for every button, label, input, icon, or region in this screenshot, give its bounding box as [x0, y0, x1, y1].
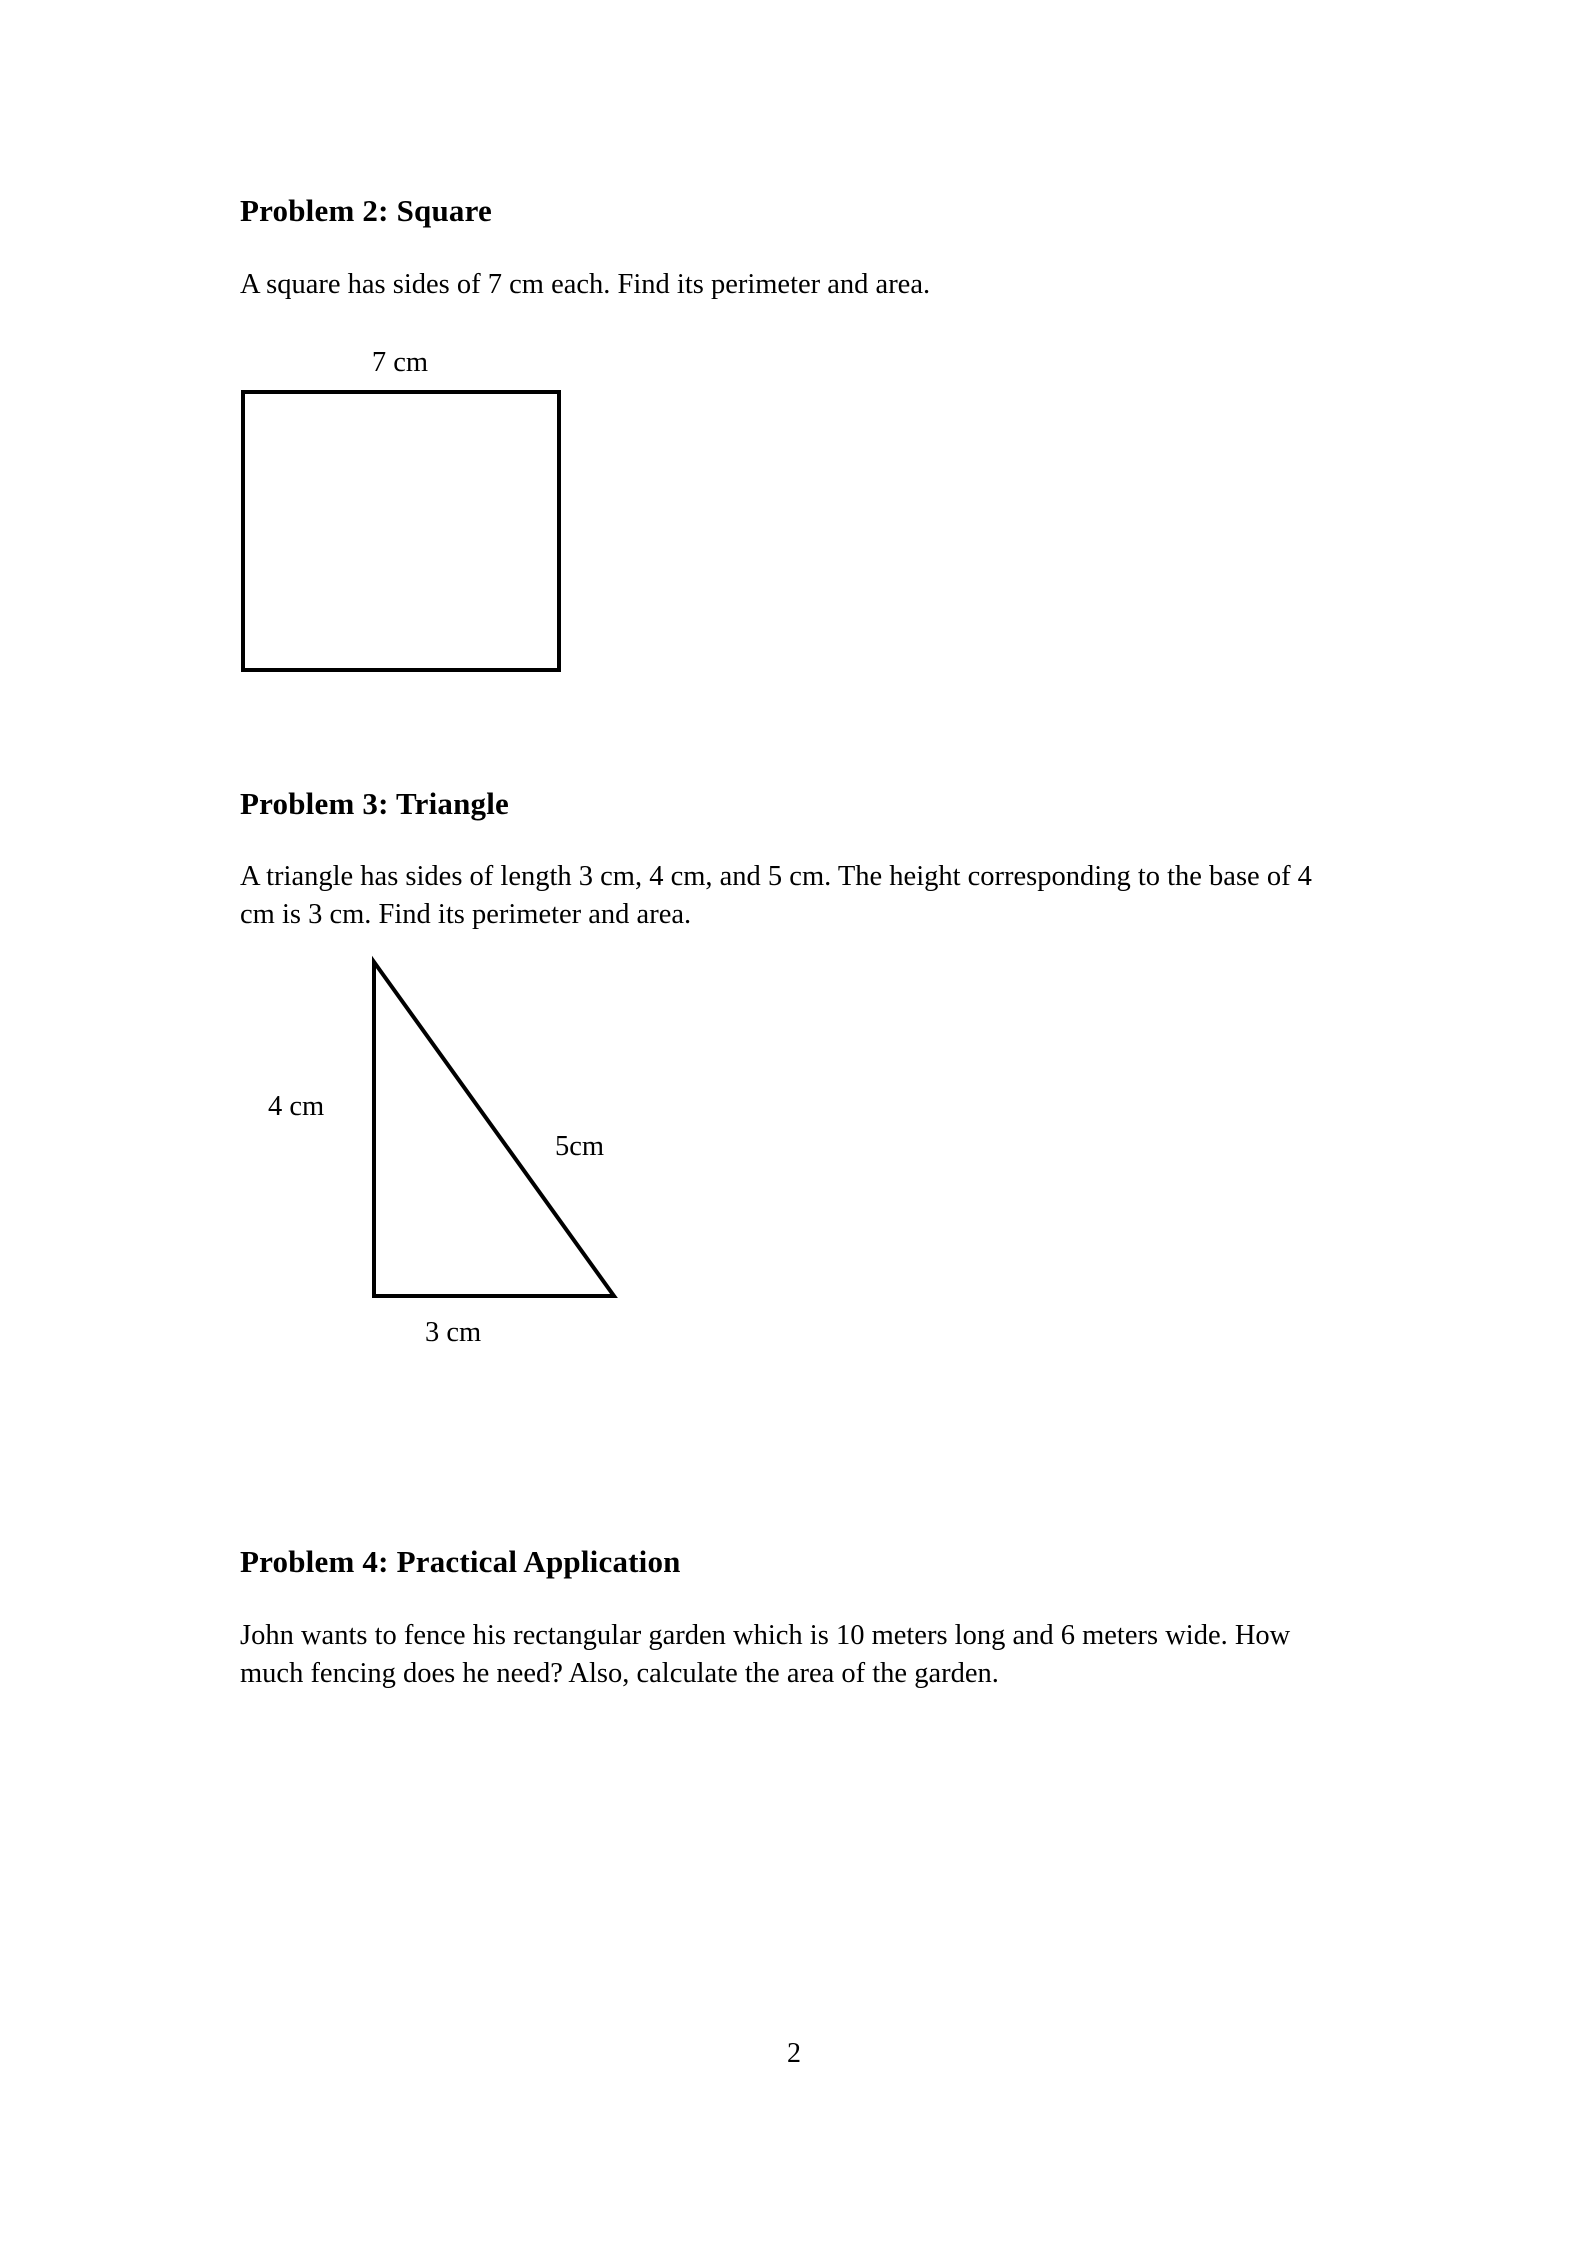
- problem-4-text: John wants to fence his rectangular garden which is 10 meters long and 6 meters wide. How much fencing does he need? Also, calculate the area of the garden.: [240, 1620, 1291, 1689]
- triangle-polygon: [374, 962, 614, 1296]
- triangle-hypotenuse-label: 5cm: [555, 1131, 605, 1162]
- problem-3-text: A triangle has sides of length 3 cm, 4 cm, and 5 cm. The height corresponding to the base of 4 cm is 3 cm. Find its perimeter and area.: [240, 861, 1312, 930]
- triangle-shape: [240, 940, 800, 1360]
- problem-2-heading: Problem 2: Square: [240, 193, 492, 228]
- page-number: 2: [787, 2038, 801, 2069]
- problem-3-heading: Problem 3: Triangle: [240, 786, 509, 821]
- square-top-side-label: 7 cm: [371, 347, 429, 378]
- problem-4-heading: Problem 4: Practical Application: [240, 1544, 681, 1579]
- square-shape: [241, 390, 561, 672]
- square-figure: [240, 340, 660, 680]
- triangle-left-side-label: 4 cm: [268, 1091, 325, 1122]
- problem-2-text: A square has sides of 7 cm each. Find its perimeter and area.: [240, 269, 931, 300]
- triangle-base-label: 3 cm: [425, 1317, 482, 1348]
- triangle-figure: [240, 940, 800, 1360]
